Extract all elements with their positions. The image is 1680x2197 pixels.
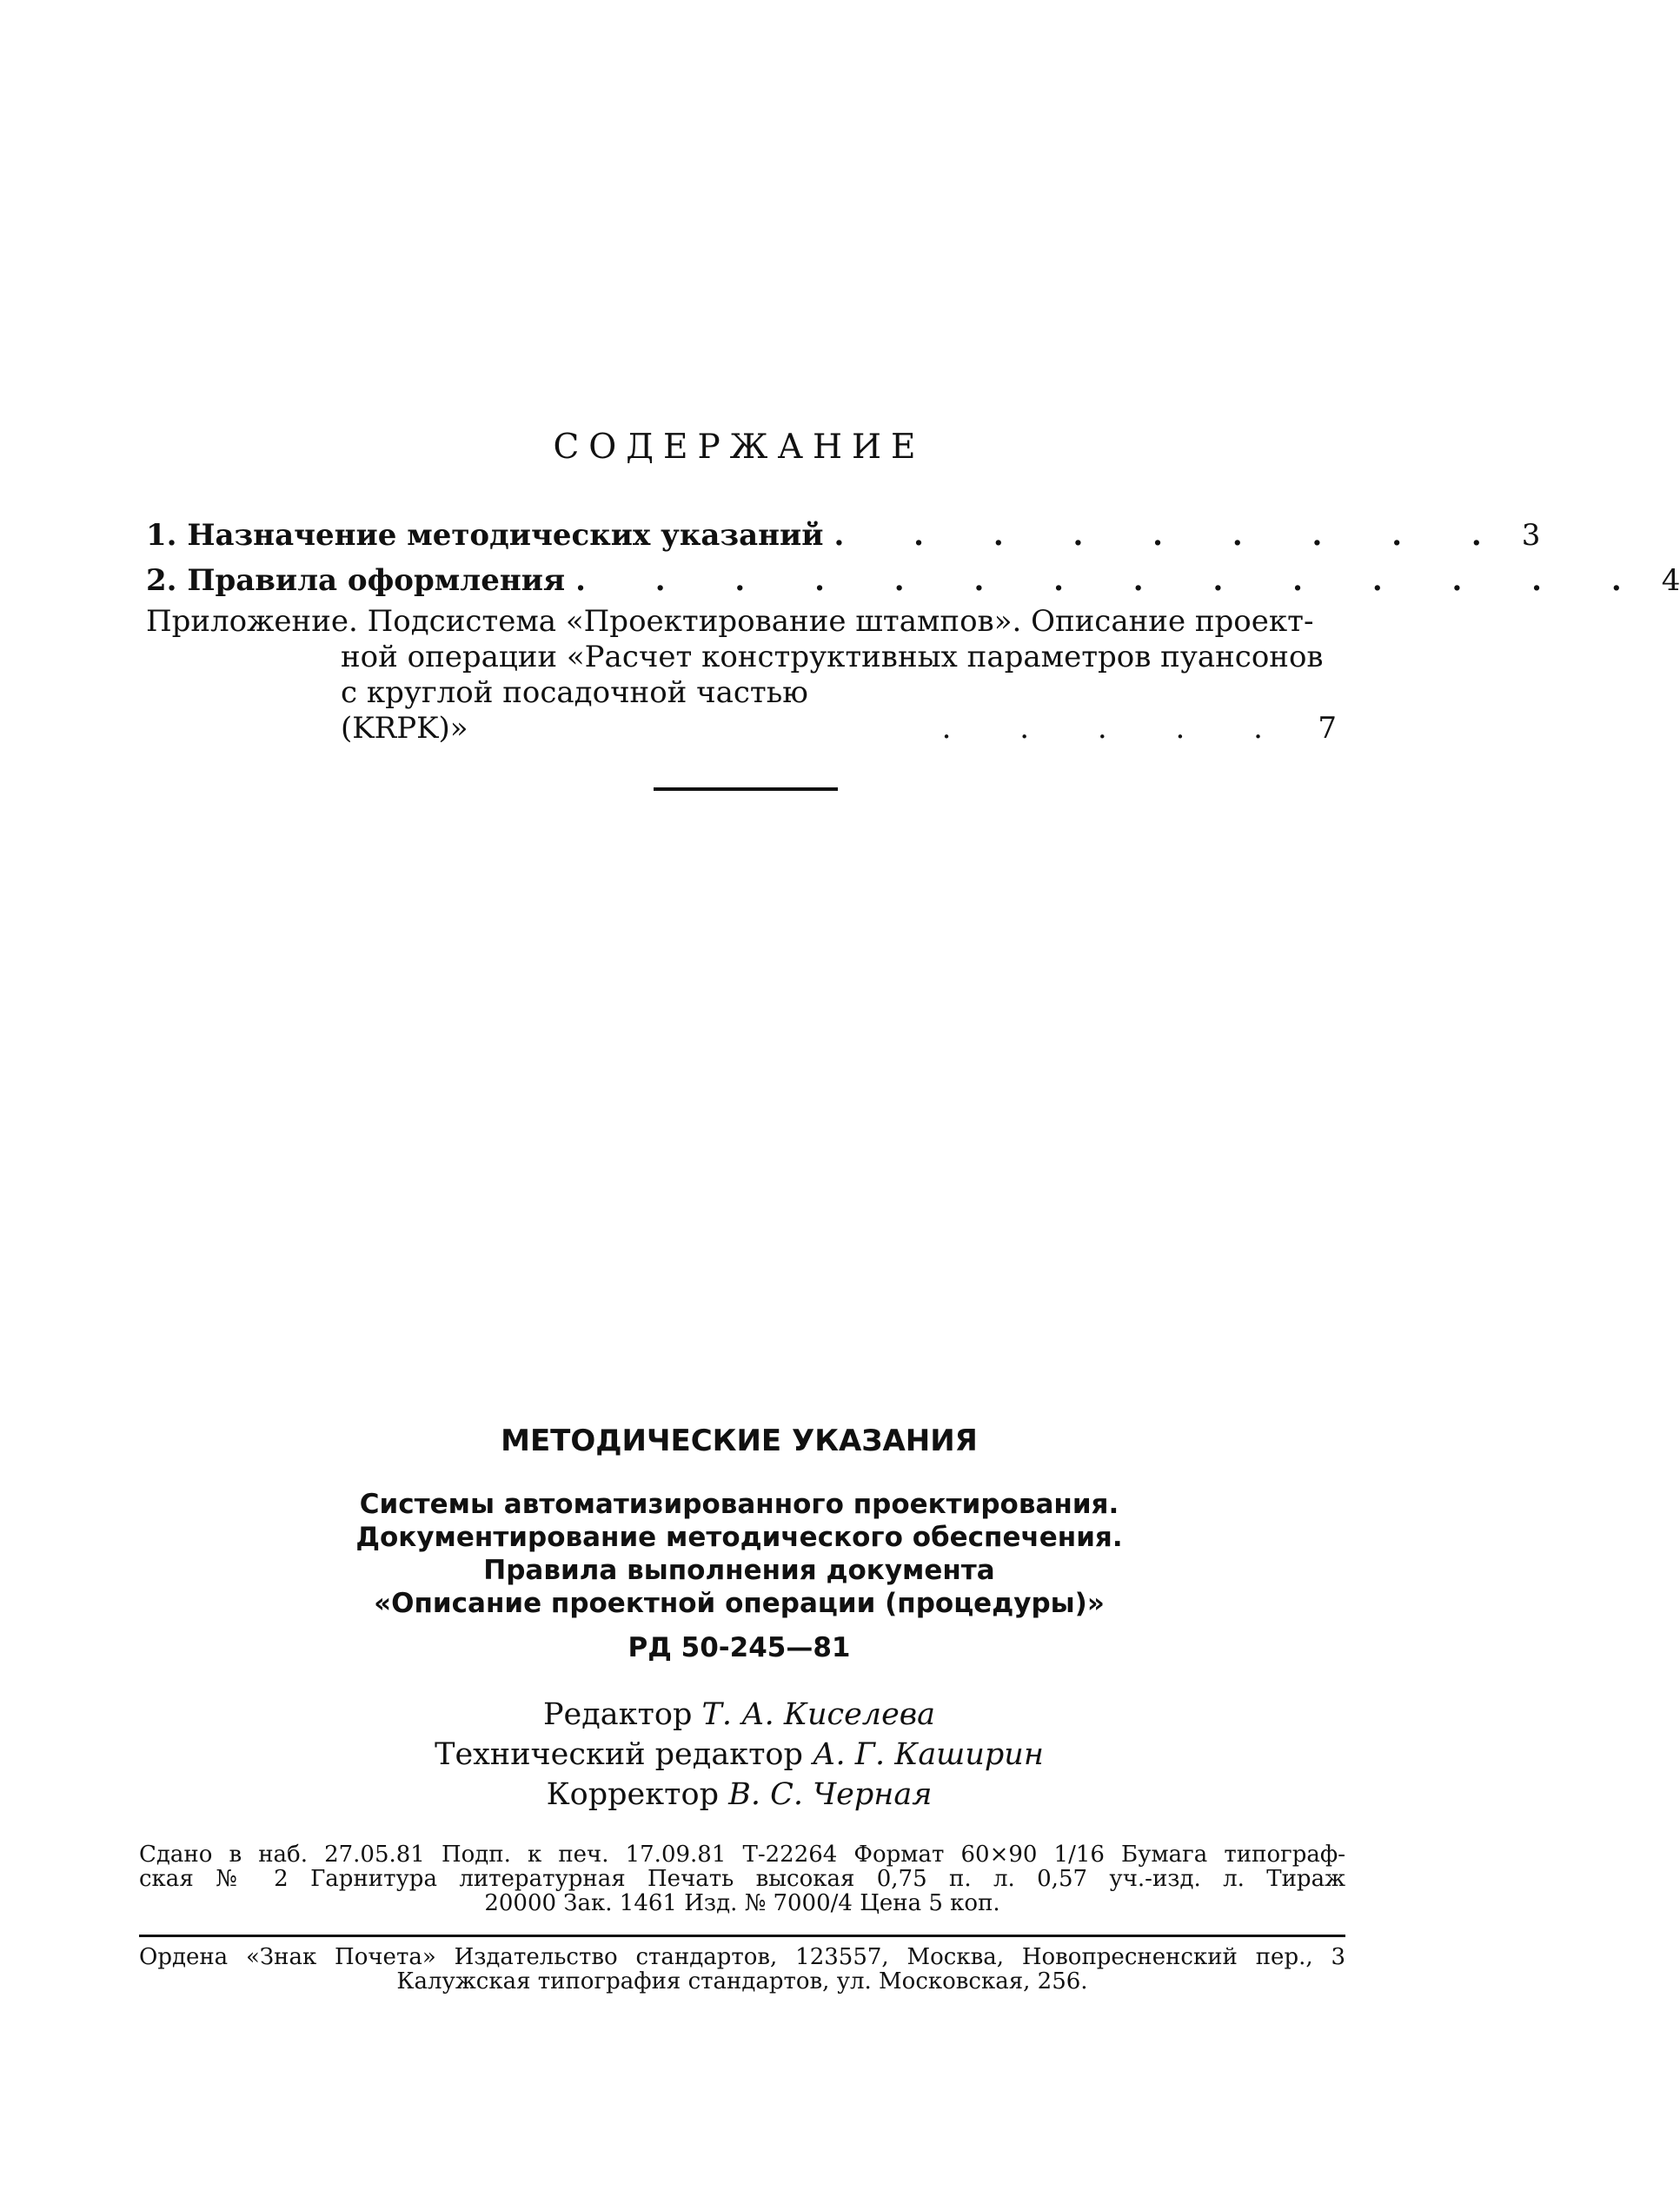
toc-page-number: 7 [1318,711,1337,746]
publishing-line: Сдано в наб. 27.05.81 Подп. к печ. 17.09.81 Т-22264 Формат 60×90 1/16 Бумага типограф- [139,1842,1345,1868]
publisher-info [139,1945,1345,1994]
publisher-line: Ордена «Знак Почета» Издательство стандартов, 123557, Москва, Новопресненский пер., 3 [139,1944,1345,1970]
toc-appendix-line: Приложение. Подсистема «Проектирование штампов». Описание проект- [146,604,1314,639]
tech-editor-name: А. Г. Каширин [813,1737,1044,1772]
imprint-subtitle [0,1488,1478,1620]
corrector-name: В. С. Черная [728,1777,933,1812]
imprint-subtitle-line: «Описание проектной операции (процедуры)» [374,1588,1105,1619]
toc-item-appendix[interactable] [146,604,1337,747]
toc-item-label: 1. Назначение методических указаний [146,518,824,553]
toc-appendix-line: с круглой посадочной частью (KRPK)» [341,675,808,746]
toc-leader-dots: . . . . . . . . . . . . . . [575,563,1651,598]
editor-role: Редактор [542,1697,693,1732]
publishing-details [139,1842,1345,1915]
toc-leader-dots: . . . . . [941,711,1292,746]
toc-title: СОДЕРЖАНИЕ [553,428,926,467]
toc-item-label: 2. Правила оформления [146,563,566,598]
publishing-line: ская № 2 Гарнитура литературная Печать высокая 0,75 п. л. 0,57 уч.-изд. л. Тираж [139,1866,1345,1892]
toc-appendix-last-line [146,675,1337,747]
imprint-subtitle-line: Документирование методического обеспечения. [355,1522,1123,1553]
publishing-line: 20000 Зак. 1461 Изд. № 7000/4 Цена 5 коп. [484,1890,1000,1916]
toc-appendix-line: ной операции «Расчет конструктивных параметров пуансонов [341,640,1324,674]
imprint-subtitle-line: Правила выполнения документа [483,1555,995,1586]
toc-page-number: 3 [1521,518,1541,553]
toc-page-number: 4 [1661,563,1680,598]
tech-editor-credit [0,1735,1478,1775]
editor-credit [0,1695,1478,1735]
toc-item[interactable] [146,508,1541,554]
footer-divider [139,1935,1345,1937]
toc-item[interactable] [146,554,1680,599]
imprint-title: МЕТОДИЧЕСКИЕ УКАЗАНИЯ [501,1424,978,1458]
corrector-credit [0,1775,1478,1815]
staff-credits [0,1695,1478,1815]
section-divider [654,787,838,791]
table-of-contents [146,508,1680,747]
printer-line: Калужская типография стандартов, ул. Московская, 256. [396,1968,1088,1995]
imprint-subtitle-line: Системы автоматизированного проектирования. [359,1489,1119,1520]
tech-editor-role: Технический редактор [435,1737,803,1772]
document-code: РД 50-245—81 [628,1632,851,1663]
corrector-role: Корректор [546,1777,719,1812]
toc-leader-dots: . . . . . . . . . [833,518,1511,553]
editor-name: Т. А. Киселева [701,1697,936,1732]
